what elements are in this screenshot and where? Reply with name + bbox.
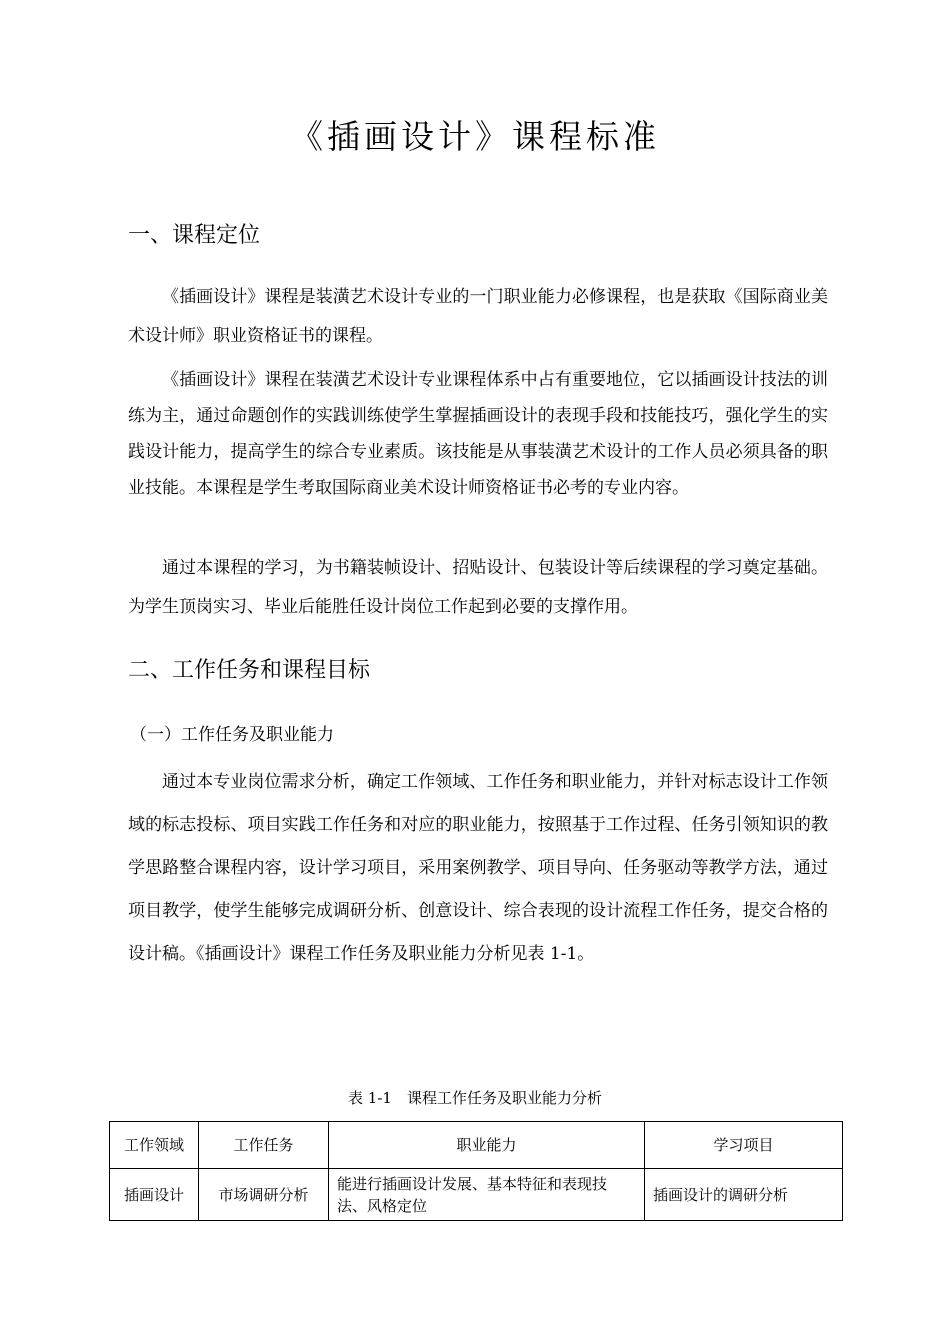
table-caption: 表 1-1 课程工作任务及职业能力分析: [348, 1089, 602, 1107]
header-learning-project: 学习项目: [645, 1122, 843, 1169]
paragraph-course-foundation: 通过本课程的学习，为书籍装帧设计、招贴设计、包装设计等后续课程的学习奠定基础。为学生顶岗实习、毕业后能胜任设计岗位工作起到必要的支撑作用。: [128, 558, 828, 617]
header-work-task: 工作任务: [199, 1122, 329, 1169]
paragraph-course-importance: 《插画设计》课程在装潢艺术设计专业课程体系中占有重要地位，它以插画设计技法的训练为主，通过命题创作的实践训练使学生掌握插画设计的表现手段和技能技巧，强化学生的实践设计能力，提高学生的综合专业素质。该技能是从事装潢艺术设计的工作人员必须具备的职业技能。本课程是学生考取国际商业美术设计师资格证书必考的专业内容。: [128, 370, 828, 498]
subsection-heading-tasks-abilities: （一）工作任务及职业能力: [130, 725, 334, 745]
cell-learning-project: 插画设计的调研分析: [645, 1169, 843, 1221]
section-heading-course-positioning: 一、课程定位: [128, 223, 261, 248]
cell-work-field: 插画设计: [110, 1169, 199, 1221]
header-professional-ability: 职业能力: [329, 1122, 645, 1169]
header-work-field: 工作领域: [110, 1122, 199, 1169]
task-ability-table: [109, 1121, 843, 1221]
table-header-row: [110, 1122, 843, 1169]
table-row: [110, 1169, 843, 1221]
document-title: 《插画设计》课程标准: [290, 117, 660, 156]
section-heading-tasks-goals: 二、工作任务和课程目标: [128, 658, 371, 683]
cell-work-task: 市场调研分析: [199, 1169, 329, 1221]
paragraph-task-analysis: 通过本专业岗位需求分析，确定工作领域、工作任务和职业能力，并针对标志设计工作领域的标志投标、项目实践工作任务和对应的职业能力，按照基于工作过程、任务引领知识的教学思路整合课程内容，设计学习项目，采用案例教学、项目导向、任务驱动等教学方法，通过项目教学，使学生能够完成调研分析、创意设计、综合表现的设计流程工作任务，提交合格的设计稿。《插画设计》课程工作任务及职业能力分析见表 1-1。: [128, 772, 828, 964]
paragraph-course-intro: 《插画设计》课程是装潢艺术设计专业的一门职业能力必修课程，也是获取《国际商业美术设计师》职业资格证书的课程。: [128, 287, 828, 346]
cell-professional-ability: 能进行插画设计发展、基本特征和表现技法、风格定位: [329, 1169, 645, 1221]
